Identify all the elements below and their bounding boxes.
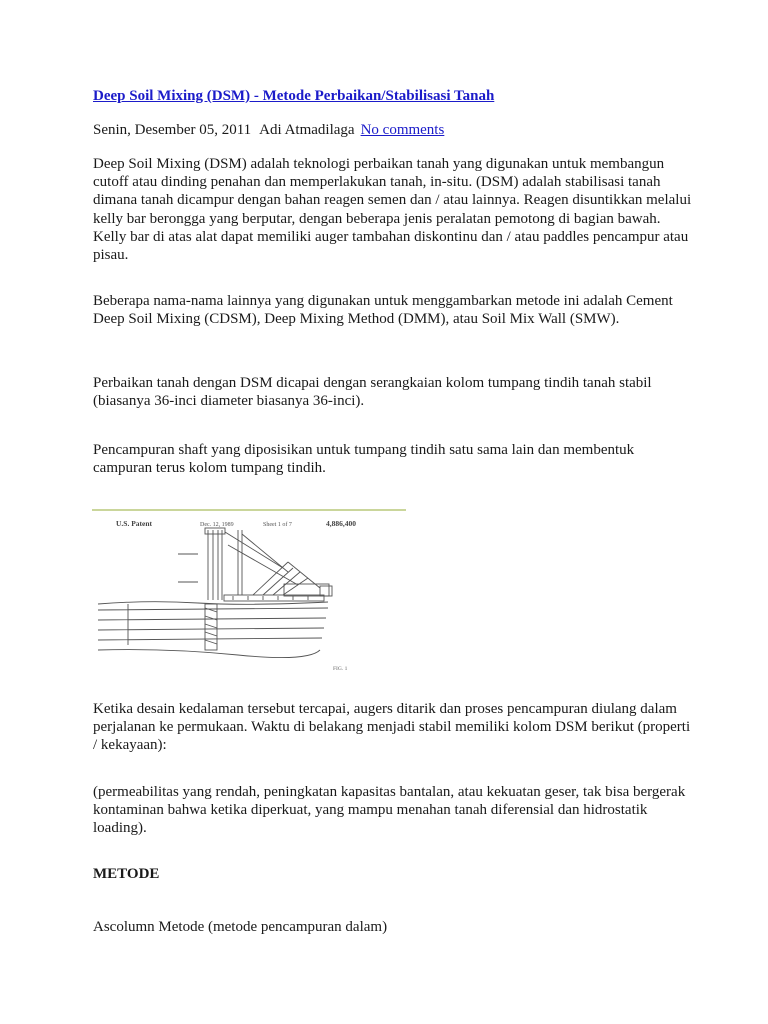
figure-header-number: 4,886,400 xyxy=(326,519,356,528)
figure-header-sheet: Sheet 1 of 7 xyxy=(263,522,292,528)
paragraph-shaft-mixing: Pencampuran shaft yang diposisikan untuk tumpang tindih satu sama lain dan membentuk campuran terus kolom tumpang tindih. xyxy=(93,442,635,477)
patent-drawing-figure xyxy=(88,500,413,680)
paragraph-augers-withdrawn: Ketika desain kedalaman tersebut tercapai, augers ditarik dan proses pencampuran diulang dalam perjalanan ke permukaan. Waktu di belakang menjadi stabil memiliki kolom DSM berikut (properti / kekayaan): xyxy=(93,701,691,754)
section-heading: METODE xyxy=(93,866,160,882)
figure-header-date: Dec. 12, 1989 xyxy=(200,522,234,528)
paragraph-properties: (permeabilitas yang rendah, peningkatan kapasitas bantalan, atau kekuatan geser, tak bisa bergerak kontaminan bahwa ketika diperkuat, yang mampu menahan tanah diferensial dan hidrostatik loading). xyxy=(93,784,686,837)
post-date: Senin, Desember 05, 2011 xyxy=(93,122,252,138)
figure-caption: FIG. 1 xyxy=(333,666,348,672)
post-meta xyxy=(93,122,444,139)
paragraph-intro: Deep Soil Mixing (DSM) adalah teknologi perbaikan tanah yang digunakan untuk membangun cutoff atau dinding penahan dan memperlakukan tanah, in-situ. (DSM) adalah stabilisasi tanah dimana tanah dicampur dengan bahan reagen semen dan / atau lainnya. Reagen disuntikkan melalui kelly bar berongga yang berputar, dengan beberapa jenis peralatan pemotong di bagian bawah. Kelly bar di atas alat dapat memiliki auger tambahan diskontinu dan / atau paddles pencampur atau pisau. xyxy=(93,156,692,264)
post-title-link[interactable]: Deep Soil Mixing (DSM) - Metode Perbaikan/Stabilisasi Tanah xyxy=(93,88,495,104)
paragraph-ascolumn-method: Ascolumn Metode (metode pencampuran dalam) xyxy=(93,919,388,935)
comments-link[interactable]: No comments xyxy=(360,122,445,138)
post-author: Adi Atmadilaga xyxy=(259,122,355,138)
paragraph-other-names: Beberapa nama-nama lainnya yang digunakan untuk menggambarkan metode ini adalah Cement Deep Soil Mixing (CDSM), Deep Mixing Method (DMM), atau Soil Mix Wall (SMW). xyxy=(93,293,673,328)
figure-header-left: U.S. Patent xyxy=(116,519,153,528)
paragraph-column-overlap: Perbaikan tanah dengan DSM dicapai dengan serangkaian kolom tumpang tindih tanah stabil (biasanya 36-inci diameter biasanya 36-inci). xyxy=(93,375,652,410)
drilling-rig-drawing xyxy=(98,528,332,658)
